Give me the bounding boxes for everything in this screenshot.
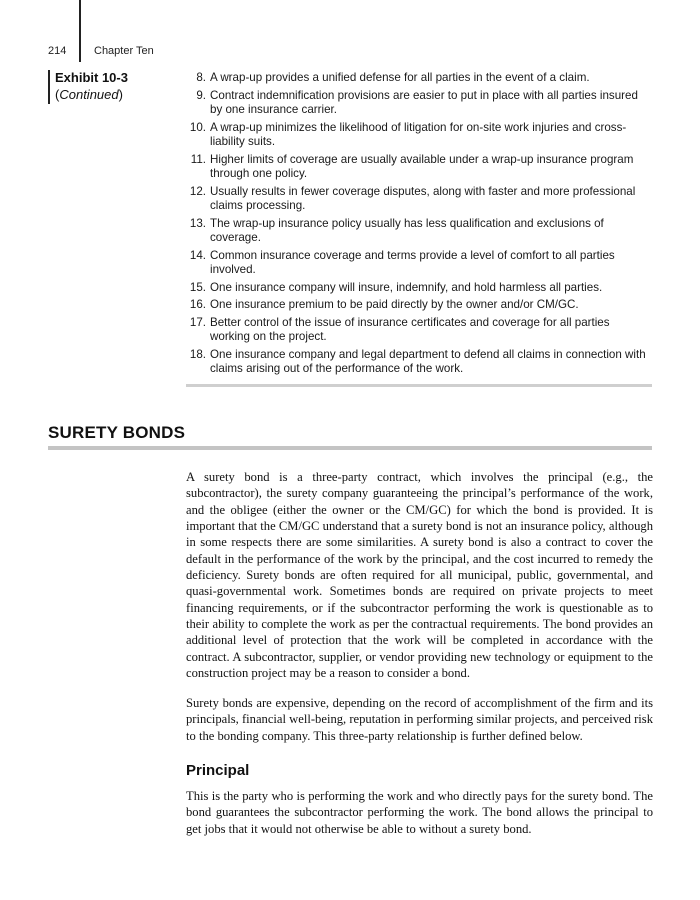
list-item-text: One insurance company and legal department to defend all claims in connection with claims arising out of the performance of the work. xyxy=(210,347,646,375)
body-paragraph: A surety bond is a three-party contract, which involves the principal (e.g., the subcontractor), the surety company guaranteeing the principal’s performance of the work, and the obligee (either the owner or the CM/GC) for which the bond is provided. It is important that the CM/GC understand that a surety bond is not an insurance policy, although in some respects there are some similarities. A surety bond is also a contract to cover the default in the performance of the work by the principal, and the cost incurred to remedy the deficiency. Surety bonds are often required for all municipal, public, governmental, and quasi-governmental work. Sometimes bonds are required on private projects to meet financing requirements, or if the subcontractor performing the work is questionable as to their ability to complete the work as per the contractual requirements. The bond provides an additional level of protection that the work will be completed in accordance with the contract. A subcontractor, supplier, or vendor providing new technology or equipment to the construction project may be a reason to consider a bond. xyxy=(186,470,653,681)
subsection-title: Principal xyxy=(186,762,250,779)
exhibit-subtitle: (Continued) xyxy=(55,87,123,102)
list-item-number: 8. xyxy=(196,71,206,84)
list-item-text: Better control of the issue of insurance certificates and coverage for all parties working on the project. xyxy=(210,315,610,343)
list-item xyxy=(186,281,651,296)
exhibit-title: Exhibit 10-3 xyxy=(55,70,128,85)
list-item xyxy=(186,298,651,313)
list-item-number: 18. xyxy=(189,347,206,361)
list-item xyxy=(186,348,651,377)
list-item-number: 16. xyxy=(189,298,206,311)
list-item xyxy=(186,185,651,214)
list-item-number: 15. xyxy=(189,280,206,294)
list-item-text: One insurance premium to be paid directly by the owner and/or CM/GC. xyxy=(210,298,579,311)
list-item-number: 9. xyxy=(196,88,206,102)
list-item xyxy=(186,316,651,345)
section-rule xyxy=(48,446,652,450)
list-item xyxy=(186,89,651,118)
list-item-text: A wrap-up minimizes the likelihood of litigation for on-site work injuries and cross-liability suits. xyxy=(210,120,627,148)
list-item-number: 12. xyxy=(189,184,206,198)
list-item-number: 17. xyxy=(189,315,206,329)
list-item-text: Usually results in fewer coverage disputes, along with faster and more professional claims processing. xyxy=(210,184,636,212)
list-item-text: Common insurance coverage and terms provide a level of comfort to all parties involved. xyxy=(210,248,615,276)
exhibit-list xyxy=(186,71,651,380)
section-title: SURETY BONDS xyxy=(48,423,186,442)
list-item-text: A wrap-up provides a unified defense for all parties in the event of a claim. xyxy=(210,71,590,84)
list-item-number: 13. xyxy=(189,216,206,230)
list-item xyxy=(186,71,651,86)
exhibit-bottom-rule xyxy=(186,384,652,387)
list-item-text: The wrap-up insurance policy usually has less qualification and exclusions of coverage. xyxy=(210,216,604,244)
list-item-text: Contract indemnification provisions are easier to put in place with all parties insured by one insurance carrier. xyxy=(210,88,638,116)
exhibit-label xyxy=(48,70,128,104)
body-paragraph: Surety bonds are expensive, depending on the record of accomplishment of the firm and its principals, financial well-being, reputation in performing similar projects, and perceived risk to the bonding company. This three-party relationship is further defined below. xyxy=(186,696,653,743)
header-vertical-rule xyxy=(79,0,81,62)
page-number: 214 xyxy=(48,45,67,57)
list-item xyxy=(186,121,651,150)
list-item-number: 11. xyxy=(190,152,206,166)
list-item xyxy=(186,249,651,278)
list-item-number: 10. xyxy=(189,120,206,134)
list-item xyxy=(186,153,651,182)
list-item-text: Higher limits of coverage are usually available under a wrap-up insurance program through one policy. xyxy=(210,152,634,180)
chapter-label: Chapter Ten xyxy=(94,45,154,57)
list-item-text: One insurance company will insure, indemnify, and hold harmless all parties. xyxy=(210,280,603,294)
list-item-number: 14. xyxy=(189,248,206,262)
list-item xyxy=(186,217,651,246)
body-paragraph: This is the party who is performing the work and who directly pays for the surety bond. The bond guarantees the subcontractor performing the work. The bond allows the principal to get jobs that it would not otherwise be able to without a surety bond. xyxy=(186,789,653,836)
